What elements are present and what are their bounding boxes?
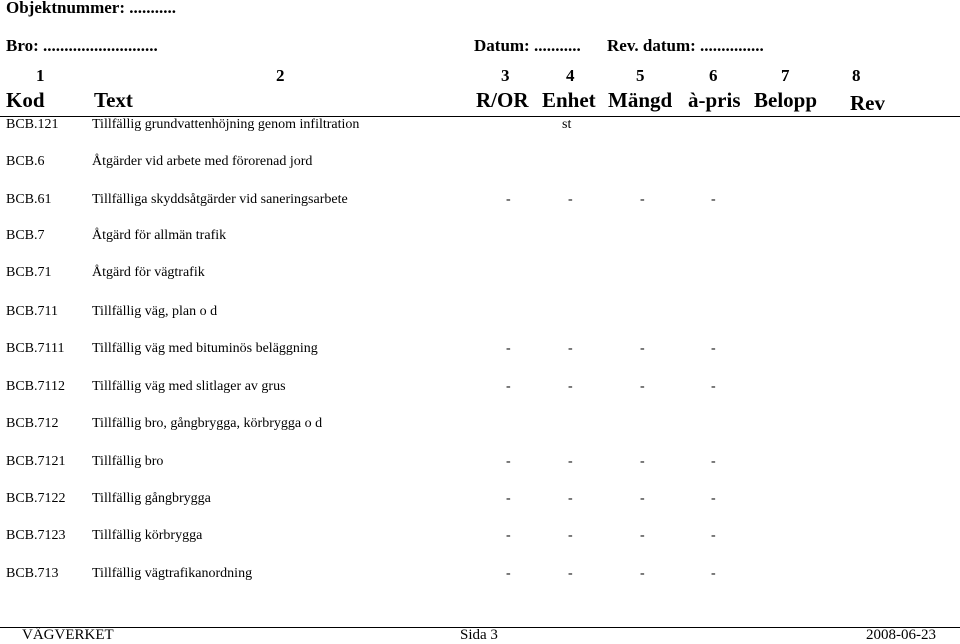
row-code: BCB.6 [6,154,45,169]
row-code: BCB.713 [6,566,59,581]
row-mangd-dash: - [640,192,645,207]
footer-organization: VÄGVERKET [22,627,114,643]
column-header-rev: Rev [850,91,885,115]
row-code: BCB.61 [6,192,52,207]
column-number-8: 8 [852,66,861,85]
row-text: Åtgärd för vägtrafik [92,265,205,280]
row-code: BCB.7 [6,228,45,243]
row-text: Åtgärder vid arbete med förorenad jord [92,154,313,169]
row-enhet-dash: - [568,454,573,469]
row-code: BCB.7121 [6,454,66,469]
row-code: BCB.121 [6,117,59,132]
row-r-or-dash: - [506,192,511,207]
row-text: Tillfällig väg med slitlager av grus [92,379,286,394]
row-code: BCB.711 [6,304,58,319]
row-text: Tillfällig körbrygga [92,528,203,543]
row-enhet-dash: - [568,528,573,543]
column-header-text: Text [94,88,133,112]
row-text: Tillfällig vägtrafikanordning [92,566,253,581]
row-mangd-dash: - [640,491,645,506]
row-code: BCB.7111 [6,341,65,356]
row-r-or-dash: - [506,528,511,543]
row-a-pris-dash: - [711,341,716,356]
row-code: BCB.7123 [6,528,66,543]
column-number-4: 4 [566,66,575,85]
row-code: BCB.7112 [6,379,65,394]
row-r-or-dash: - [506,341,511,356]
row-mangd-dash: - [640,566,645,581]
row-text: Tillfällig väg med bituminös beläggning [92,341,318,356]
column-number-2: 2 [276,66,285,85]
column-header-belopp: Belopp [754,88,818,112]
row-code: BCB.71 [6,265,52,280]
row-a-pris-dash: - [711,528,716,543]
row-a-pris-dash: - [711,379,716,394]
column-header-a-pris: à-pris [688,88,741,112]
row-text: Tillfälliga skyddsåtgärder vid saneringsarbete [92,192,348,207]
row-text: Tillfällig bro, gångbrygga, körbrygga o d [92,416,323,431]
column-number-6: 6 [709,66,718,85]
column-number-3: 3 [501,66,510,85]
row-mangd-dash: - [640,341,645,356]
column-header-r-or: R/OR [476,88,529,112]
row-mangd-dash: - [640,379,645,394]
column-header-mangd: Mängd [608,88,673,112]
row-code: BCB.7122 [6,491,66,506]
row-r-or-dash: - [506,491,511,506]
datum-label: Datum: ........... [474,36,581,55]
row-mangd-dash: - [640,454,645,469]
row-enhet: st [562,117,572,132]
row-enhet-dash: - [568,491,573,506]
row-enhet-dash: - [568,379,573,394]
row-a-pris-dash: - [711,454,716,469]
bro-label: Bro: ........................... [6,36,158,55]
column-number-5: 5 [636,66,645,85]
column-header-enhet: Enhet [542,88,596,112]
rev-datum-label: Rev. datum: ............... [607,36,764,55]
row-text: Tillfällig väg, plan o d [92,304,218,319]
row-code: BCB.712 [6,416,59,431]
objektnummer-label: Objektnummer: ........... [6,0,176,17]
row-enhet-dash: - [568,566,573,581]
row-mangd-dash: - [640,528,645,543]
row-r-or-dash: - [506,379,511,394]
row-enhet-dash: - [568,192,573,207]
row-enhet-dash: - [568,341,573,356]
row-r-or-dash: - [506,566,511,581]
row-a-pris-dash: - [711,566,716,581]
row-a-pris-dash: - [711,192,716,207]
row-text: Tillfällig gångbrygga [92,491,211,506]
row-a-pris-dash: - [711,491,716,506]
row-text: Åtgärd för allmän trafik [92,228,227,243]
row-text: Tillfällig grundvattenhöjning genom infiltration [92,117,360,132]
column-header-kod: Kod [6,88,45,112]
footer-page-number: Sida 3 [460,627,498,643]
column-number-7: 7 [781,66,790,85]
row-text: Tillfällig bro [92,454,164,469]
row-r-or-dash: - [506,454,511,469]
column-number-1: 1 [36,66,45,85]
footer-date: 2008-06-23 [866,627,936,643]
